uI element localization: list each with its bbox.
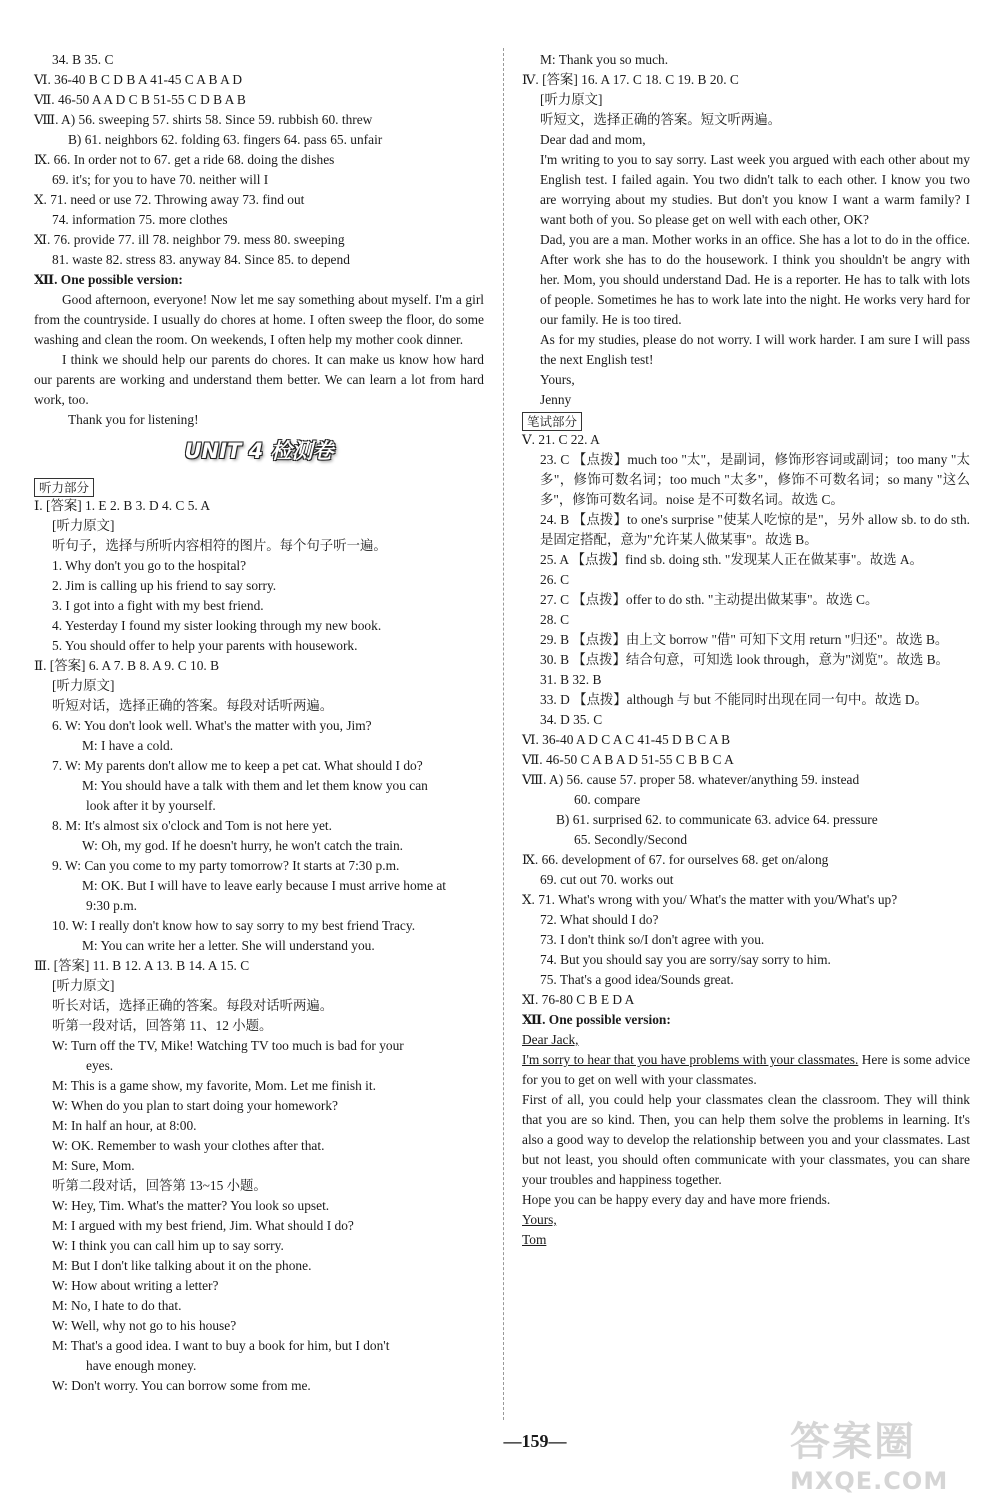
right-text-line: 74. But you should say you are sorry/say sorry to him. [540,952,831,967]
right-text-line: 69. cut out 70. works out [540,872,674,887]
left-text-line: have enough money. [86,1358,197,1373]
right-column [522,50,970,1250]
underlined-text: I'm sorry to hear that you have problems with your classmates. [522,1052,859,1067]
left-text-line: 听句子，选择与所听内容相符的图片。每个句子听一遍。 [52,538,387,553]
right-text-line: Yours, [540,372,575,387]
left-text-line: 听短对话，选择正确的答案。每段对话听两遍。 [52,698,334,713]
left-text-line: W: Well, why not go to his house? [52,1318,237,1333]
left-text-line: 8. M: It's almost six o'clock and Tom is not here yet. [52,818,332,833]
left-text-line: Ⅻ. One possible version: [34,272,183,287]
column-divider [503,48,504,1420]
left-text-line: W: I think you can call him up to say sorry. [52,1238,284,1253]
right-text-line: Dad, you are a man. Mother works in an office. She has a lot to do in the office. After work she has to do the housework. I think you shouldn't be angry with her. Mom, you should understand Dad. He is a reporter. He has to talk with lots of people. Sometimes he has to work late into the night. He works very hard for our family. He is too tired. [540,232,970,327]
right-text-line: [听力原文] [540,92,603,107]
left-text-line: M: OK. But I will have to leave early because I must arrive home at [82,878,447,893]
underlined-text: Tom [522,1232,547,1247]
text-span: Here is some advice for you to get on well with your classmates. [522,1052,971,1087]
right-text-line: Hope you can be happy every day and have more friends. [522,1192,831,1207]
left-text-line: 6. W: You don't look well. What's the matter with you, Jim? [52,718,372,733]
right-text-line: Dear dad and mom, [540,132,646,147]
right-text-line: 33. D 【点拨】although 与 but 不能同时出现在同一句中。故选 D。 [540,692,928,707]
right-text-line: First of all, you could help your classmates clean the classroom. They will think that you are so kind. Then, you can help them solve the problems in learning. It's also a good way to develop the relationship between you and your classmates. Last but not least, you should often communicate with your classmates, you can share your troubles and happiness together. [522,1092,970,1187]
right-text-line [522,1050,970,1090]
unit-title: UNIT 4 检测卷 [184,439,334,463]
right-text-line: 25. A 【点拨】find sb. doing sth. "发现某人正在做某事"。故选 A。 [540,552,923,567]
left-text-line: M: This is a game show, my favorite, Mom. Let me finish it. [52,1078,376,1093]
right-text-line: As for my studies, please do not worry. I will work harder. I am sure I will pass the next English test! [540,332,970,367]
left-text-line: M: That's a good idea. I want to buy a book for him, but I don't [52,1338,390,1353]
right-text-line: 75. That's a good idea/Sounds great. [540,972,734,987]
right-text-line: Ⅴ. 21. C 22. A [522,432,600,447]
left-text-line: eyes. [86,1058,114,1073]
left-text-line: 74. information 75. more clothes [52,212,228,227]
left-text-line: Good afternoon, everyone! Now let me say something about myself. I'm a girl from the countryside. I usually do chores at home. I often sweep the floor, do some washing and clean the room. On weekends, I often help my mother cook dinner. [34,292,484,347]
left-text-line: Ⅵ. 36-40 B C D B A 41-45 C A B A D [34,72,243,87]
left-text-line: W: Oh, my god. If he doesn't hurry, he won't catch the train. [82,838,404,853]
section-tag: 听力部分 [34,478,94,497]
right-text-line: Ⅹ. 71. What's wrong with you/ What's the matter with you/What's up? [522,892,898,907]
left-text-line: M: You should have a talk with them and let them know you can [82,778,428,793]
left-text-line: look after it by yourself. [86,798,216,813]
right-text-line: Ⅸ. 66. development of 67. for ourselves 68. get on/along [522,852,829,867]
left-text-line: M: I have a cold. [82,738,174,753]
left-text-line: M: No, I hate to do that. [52,1298,182,1313]
right-text-line: 72. What should I do? [540,912,659,927]
left-text-line [34,476,484,496]
left-text-line: Ⅺ. 76. provide 77. ill 78. neighbor 79. mess 80. sweeping [34,232,345,247]
right-text-line: M: Thank you so much. [540,52,669,67]
watermark-logo [790,1410,980,1495]
right-text-line: Ⅺ. 76-80 C B E D A [522,992,635,1007]
underlined-text: Yours, [522,1212,557,1227]
right-text-line [522,410,970,430]
right-text-line: Ⅵ. 36-40 A D C A C 41-45 D B C A B [522,732,731,747]
right-text-line: 23. C 【点拨】much too "太"，是副词，修饰形容词或副词；too many "太多"，修饰可数名词；too much "太多"，修饰不可数名词；so many "这么多"，修饰可数名词。noise 是不可数名词。故选 C。 [540,452,970,507]
left-text-line: [听力原文] [52,978,115,993]
left-text-line: W: When do you plan to start doing your homework? [52,1098,338,1113]
left-text-line: 10. W: I really don't know how to say sorry to my best friend Tracy. [52,918,416,933]
left-text-line: Ⅸ. 66. In order not to 67. get a ride 68. doing the dishes [34,152,335,167]
left-text-line: Ⅰ. [答案] 1. E 2. B 3. D 4. C 5. A [34,498,211,513]
left-text-line: Ⅹ. 71. need or use 72. Throwing away 73. find out [34,192,305,207]
left-text-line: 81. waste 82. stress 83. anyway 84. Since 85. to depend [52,252,350,267]
left-text-line: 4. Yesterday I found my sister looking through my new book. [52,618,382,633]
left-text-line: I think we should help our parents do chores. It can make us know how hard our parents are working and understand them better. We can learn a lot from hard work, too. [34,352,484,407]
right-text-line: Ⅶ. 46-50 C A B A D 51-55 C B B C A [522,752,734,767]
right-text-line: 34. D 35. C [540,712,603,727]
left-text-line: B) 61. neighbors 62. folding 63. fingers 64. pass 65. unfair [68,132,383,147]
left-text-line: 听第一段对话，回答第 11、12 小题。 [52,1018,273,1033]
left-text-line: M: In half an hour, at 8:00. [52,1118,197,1133]
right-text-line [522,1230,970,1250]
left-text-line: Thank you for listening! [68,412,199,427]
left-text-line: W: Hey, Tim. What's the matter? You look so upset. [52,1198,330,1213]
right-text-line [522,1030,970,1050]
left-text-line: M: I argued with my best friend, Jim. What should I do? [52,1218,354,1233]
right-text-line: 60. compare [574,792,641,807]
right-text-line: Ⅻ. One possible version: [522,1012,671,1027]
left-text-line: Ⅱ. [答案] 6. A 7. B 8. A 9. C 10. B [34,658,220,673]
left-text-line: [听力原文] [52,678,115,693]
right-text-line: 27. C 【点拨】offer to do sth. "主动提出做某事"。故选 C。 [540,592,879,607]
left-text-line: 5. You should offer to help your parents with housework. [52,638,358,653]
right-text-line: 26. C [540,572,570,587]
right-text-line: I'm writing to you to say sorry. Last week you argued with each other about my English test. I failed again. You two didn't talk to each other. I know you two are worrying about my studies. But don't you know I want a warm family? I want both of you. So please get on well with each other, OK? [540,152,970,227]
left-text-line: 7. W: My parents don't allow me to keep a pet cat. What should I do? [52,758,423,773]
right-text-line: 30. B 【点拨】结合句意，可知选 look through，意为"浏览"。故选 B。 [540,652,949,667]
right-text-line: Ⅳ. [答案] 16. A 17. C 18. C 19. B 20. C [522,72,739,87]
left-text-line: W: Don't worry. You can borrow some from me. [52,1378,311,1393]
left-text-line: 9:30 p.m. [86,898,137,913]
left-text-line: Ⅲ. [答案] 11. B 12. A 13. B 14. A 15. C [34,958,250,973]
left-column [34,50,484,1396]
right-text-line: Ⅷ. A) 56. cause 57. proper 58. whatever/anything 59. instead [522,772,860,787]
right-text-line: 听短文，选择正确的答案。短文听两遍。 [540,112,782,127]
watermark-top: 答案圈 [790,1419,916,1465]
left-text-line: Ⅶ. 46-50 A A D C B 51-55 C D B A B [34,92,246,107]
left-text-line: M: But I don't like talking about it on the phone. [52,1258,312,1273]
left-text-line: W: OK. Remember to wash your clothes after that. [52,1138,325,1153]
right-text-line: Jenny [540,392,572,407]
left-text-line: 2. Jim is calling up his friend to say sorry. [52,578,277,593]
right-text-line [522,1210,970,1230]
right-text-line: 24. B 【点拨】to one's surprise "使某人吃惊的是"，另外 allow sb. to do sth. 是固定搭配，意为"允许某人做某事"。故选 B。 [540,512,970,547]
left-text-line: 1. Why don't you go to the hospital? [52,558,247,573]
page-number: —159— [503,1431,567,1451]
left-text-line: 3. I got into a fight with my best friend. [52,598,264,613]
right-text-line: 28. C [540,612,570,627]
right-text-line: 29. B 【点拨】由上文 borrow "借" 可知下文用 return "归还"。故选 B。 [540,632,949,647]
right-text-line: 73. I don't think so/I don't agree with you. [540,932,765,947]
left-text-line: Ⅷ. A) 56. sweeping 57. shirts 58. Since 59. rubbish 60. threw [34,112,373,127]
left-text-line: 听长对话，选择正确的答案。每段对话听两遍。 [52,998,334,1013]
left-text-line: M: Sure, Mom. [52,1158,135,1173]
left-text-line: W: How about writing a letter? [52,1278,219,1293]
underlined-text: Dear Jack, [522,1032,579,1047]
left-text-line: 听第二段对话，回答第 13~15 小题。 [52,1178,267,1193]
right-text-line: 31. B 32. B [540,672,602,687]
right-text-line: B) 61. surprised 62. to communicate 63. advice 64. pressure [556,812,878,827]
left-text-line: [听力原文] [52,518,115,533]
watermark-bottom: MXQE.COM [790,1467,949,1495]
left-text-line: M: You can write her a letter. She will understand you. [82,938,375,953]
section-tag: 笔试部分 [522,412,582,431]
right-text-line: 65. Secondly/Second [574,832,688,847]
left-text-line: W: Turn off the TV, Mike! Watching TV too much is bad for your [52,1038,404,1053]
left-text-line: 34. B 35. C [52,52,114,67]
left-text-line: 69. it's; for you to have 70. neither will I [52,172,269,187]
left-text-line: 9. W: Can you come to my party tomorrow? It starts at 7:30 p.m. [52,858,400,873]
